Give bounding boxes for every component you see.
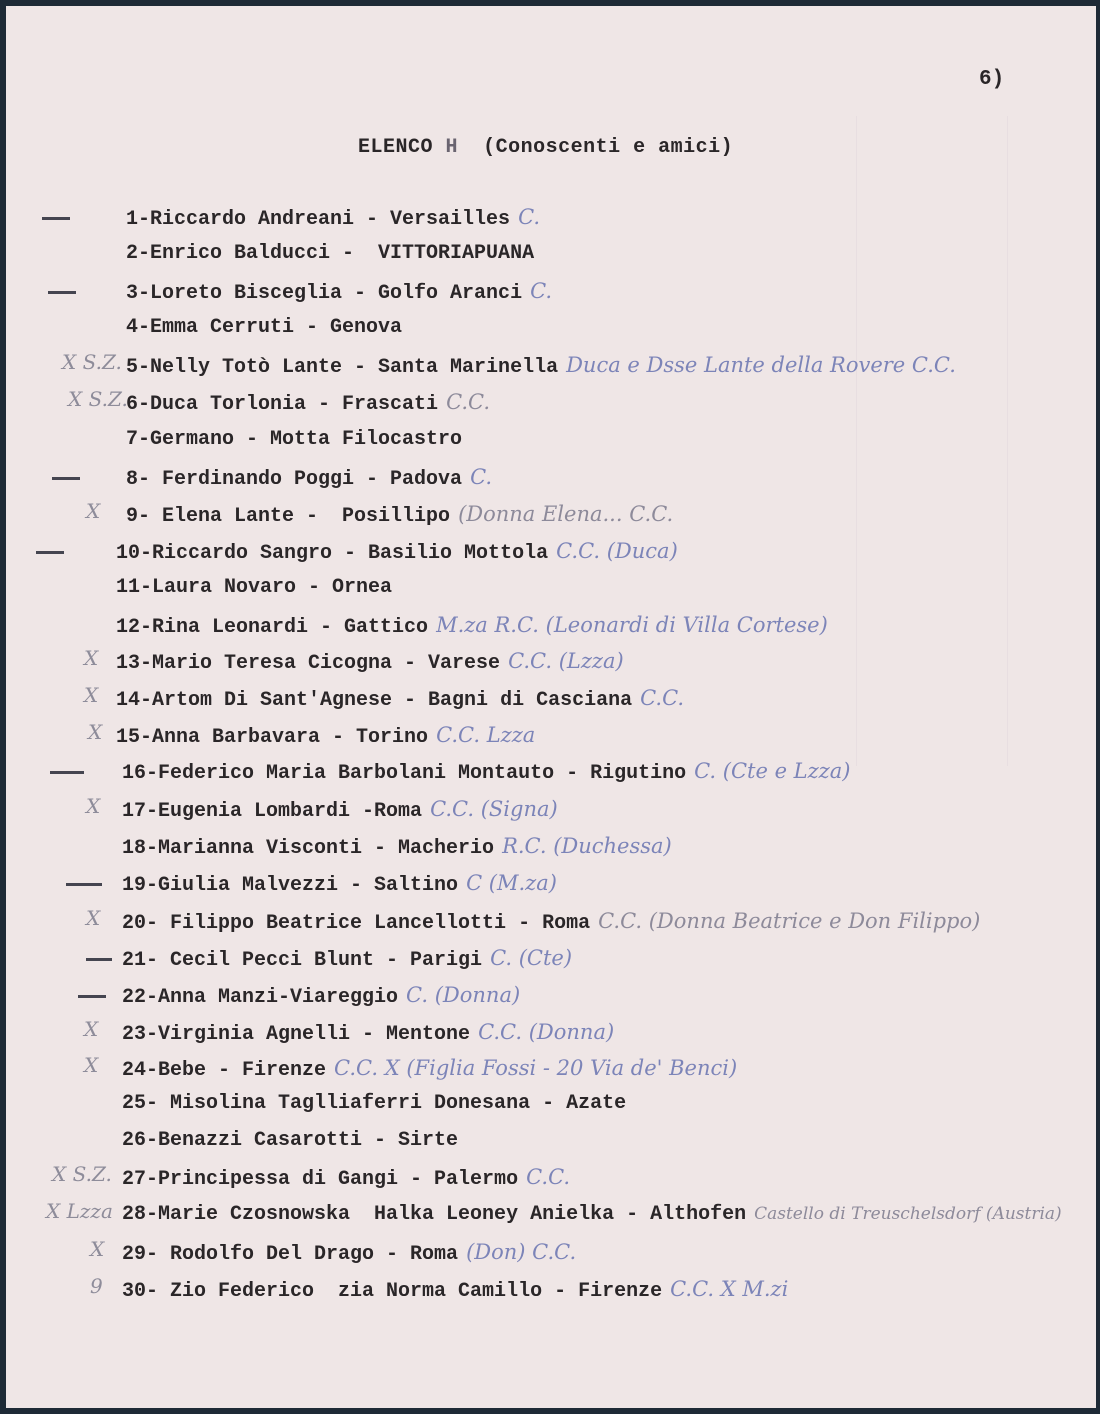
- entry-text: 18-Marianna Visconti - Macherio R.C. (Duchessa): [122, 834, 672, 860]
- handwritten-note: C.: [530, 279, 553, 303]
- entry-text: 7-Germano - Motta Filocastro: [126, 428, 463, 451]
- margin-note: X: [84, 683, 99, 707]
- handwritten-note: R.C. (Duchessa): [502, 834, 672, 858]
- entry-text: 14-Artom Di Sant'Agnese - Bagni di Casciana C.C.: [116, 686, 685, 712]
- handwritten-note: C.C. (Donna): [478, 1020, 615, 1044]
- handwritten-note: C.C. Lzza: [436, 723, 536, 747]
- entry-text: 6-Duca Torlonia - Frascati C.C.: [126, 390, 491, 416]
- entry-text: 25- Misolina Taglliaferri Donesana - Azate: [122, 1092, 627, 1115]
- entry-text: 9- Elena Lante - Posillipo (Donna Elena... C.C.: [126, 502, 674, 528]
- entry-text: 19-Giulia Malvezzi - Saltino C (M.za): [122, 871, 557, 897]
- list-item: [6, 350, 1096, 380]
- list-item: [6, 1274, 1096, 1304]
- entry-text: 20- Filippo Beatrice Lancellotti - Roma C.C. (Donna Beatrice e Don Filippo): [122, 909, 981, 935]
- handwritten-note: C.C. X M.zi: [670, 1277, 789, 1301]
- list-item: [6, 980, 1096, 1010]
- list-item: [6, 536, 1096, 566]
- list-item: [6, 276, 1096, 306]
- margin-note: X: [86, 906, 101, 930]
- list-item: [6, 387, 1096, 417]
- handwritten-note: (Don) C.C.: [466, 1240, 577, 1264]
- margin-note: X: [86, 794, 101, 818]
- list-item: [6, 313, 1096, 343]
- entry-text: 11-Laura Novaro - Ornea: [116, 576, 393, 599]
- margin-dash: [50, 771, 84, 774]
- entry-text: 29- Rodolfo Del Drago - Roma (Don) C.C.: [122, 1240, 577, 1266]
- handwritten-note: C.C. (Duca): [556, 539, 678, 563]
- handwritten-note: C (M.za): [466, 871, 557, 895]
- list-item: [6, 868, 1096, 898]
- entry-text: 13-Mario Teresa Cicogna - Varese C.C. (Lzza): [116, 649, 624, 675]
- entry-text: 1-Riccardo Andreani - Versailles C.: [126, 205, 541, 231]
- entry-text: 4-Emma Cerruti - Genova: [126, 316, 403, 339]
- margin-note: X S.Z.: [52, 1162, 112, 1186]
- handwritten-note: C. (Cte): [490, 946, 573, 970]
- margin-note: X Lzza: [46, 1199, 113, 1223]
- margin-dash: [78, 995, 106, 998]
- entry-text: 24-Bebe - Firenze C.C. X (Figlia Fossi - 20 Via de' Benci): [122, 1056, 738, 1082]
- handwritten-note: C.C. (Lzza): [508, 649, 624, 673]
- margin-dash: [48, 291, 76, 294]
- document-page: [6, 6, 1096, 1408]
- list-item: [6, 756, 1096, 786]
- title-text: ELENCO: [358, 136, 434, 159]
- entry-text: 21- Cecil Pecci Blunt - Parigi C. (Cte): [122, 946, 573, 972]
- list-item: [6, 1089, 1096, 1119]
- list-item: [6, 239, 1096, 269]
- entry-text: 27-Principessa di Gangi - Palermo C.C.: [122, 1165, 571, 1191]
- handwritten-note: Duca e Dsse Lante della Rovere C.C.: [566, 353, 956, 377]
- list-item: [6, 425, 1096, 455]
- margin-note: X S.Z.: [62, 350, 122, 374]
- entry-text: 3-Loreto Bisceglia - Golfo Aranci C.: [126, 279, 553, 305]
- entry-text: 2-Enrico Balducci - VITTORIAPUANA: [126, 242, 535, 265]
- list-item: [6, 202, 1096, 232]
- handwritten-note: M.za R.C. (Leonardi di Villa Cortese): [436, 613, 828, 637]
- page-title: [358, 136, 733, 159]
- list-item: [6, 683, 1096, 713]
- entry-text: 23-Virginia Agnelli - Mentone C.C. (Donna): [122, 1020, 615, 1046]
- margin-note: X: [84, 646, 99, 670]
- entry-text: 8- Ferdinando Poggi - Padova C.: [126, 465, 493, 491]
- list-item: [6, 1199, 1096, 1229]
- handwritten-note: C.C.: [526, 1165, 571, 1189]
- handwritten-note: C.C. (Signa): [430, 797, 558, 821]
- entry-text: 5-Nelly Totò Lante - Santa Marinella Duca e Dsse Lante della Rovere C.C.: [126, 353, 956, 379]
- handwritten-note: Castello di Treuschelsdorf (Austria): [754, 1204, 1062, 1224]
- handwritten-note: C. (Donna): [406, 983, 521, 1007]
- list-item: [6, 499, 1096, 529]
- handwritten-note: C.: [470, 465, 493, 489]
- list-item: [6, 720, 1096, 750]
- margin-dash: [66, 883, 102, 886]
- list-item: [6, 1162, 1096, 1192]
- handwritten-note: C.C.: [640, 686, 685, 710]
- margin-note: X S.Z.: [68, 387, 128, 411]
- page-number: 6): [979, 68, 1005, 91]
- margin-note: X: [88, 720, 103, 744]
- list-item: [6, 610, 1096, 640]
- list-item: [6, 1017, 1096, 1047]
- handwritten-note: C.C. (Donna Beatrice e Don Filippo): [598, 909, 981, 933]
- entry-text: 10-Riccardo Sangro - Basilio Mottola C.C. (Duca): [116, 539, 678, 565]
- list-item: [6, 831, 1096, 861]
- list-item: [6, 1126, 1096, 1156]
- entry-text: 26-Benazzi Casarotti - Sirte: [122, 1129, 459, 1152]
- entry-text: 22-Anna Manzi-Viareggio C. (Donna): [122, 983, 521, 1009]
- margin-dash: [52, 477, 80, 480]
- margin-dash: [86, 958, 112, 961]
- title-subtitle: (Conoscenti e amici): [483, 136, 734, 159]
- entry-text: 30- Zio Federico zia Norma Camillo - Firenze C.C. X M.zi: [122, 1277, 789, 1303]
- list-item: [6, 646, 1096, 676]
- margin-note: X: [84, 1017, 99, 1041]
- handwritten-note: C. (Cte e Lzza): [694, 759, 851, 783]
- handwritten-note: (Donna Elena... C.C.: [458, 502, 674, 526]
- list-item: [6, 462, 1096, 492]
- margin-note: X: [84, 1053, 99, 1077]
- margin-note: X: [90, 1237, 105, 1261]
- margin-dash: [42, 217, 70, 220]
- list-item: [6, 943, 1096, 973]
- list-item: [6, 1053, 1096, 1083]
- list-item: [6, 573, 1096, 603]
- list-item: [6, 794, 1096, 824]
- margin-dash: [36, 551, 64, 554]
- entry-text: 16-Federico Maria Barbolani Montauto - Rigutino C. (Cte e Lzza): [122, 759, 851, 785]
- handwritten-note: C.C.: [446, 390, 491, 414]
- entry-text: 17-Eugenia Lombardi -Roma C.C. (Signa): [122, 797, 558, 823]
- list-item: [6, 1237, 1096, 1267]
- entry-text: 28-Marie Czosnowska Halka Leoney Anielka - Althofen Castello di Treuschelsdorf (Austria): [122, 1203, 1062, 1226]
- margin-note: 9: [90, 1274, 103, 1298]
- margin-note: X: [86, 499, 101, 523]
- title-mark: H: [445, 136, 459, 159]
- handwritten-note: C.C. X (Figlia Fossi - 20 Via de' Benci): [334, 1056, 738, 1080]
- entry-text: 12-Rina Leonardi - Gattico M.za R.C. (Leonardi di Villa Cortese): [116, 613, 828, 639]
- list-item: [6, 906, 1096, 936]
- handwritten-note: C.: [518, 205, 541, 229]
- entry-text: 15-Anna Barbavara - Torino C.C. Lzza: [116, 723, 536, 749]
